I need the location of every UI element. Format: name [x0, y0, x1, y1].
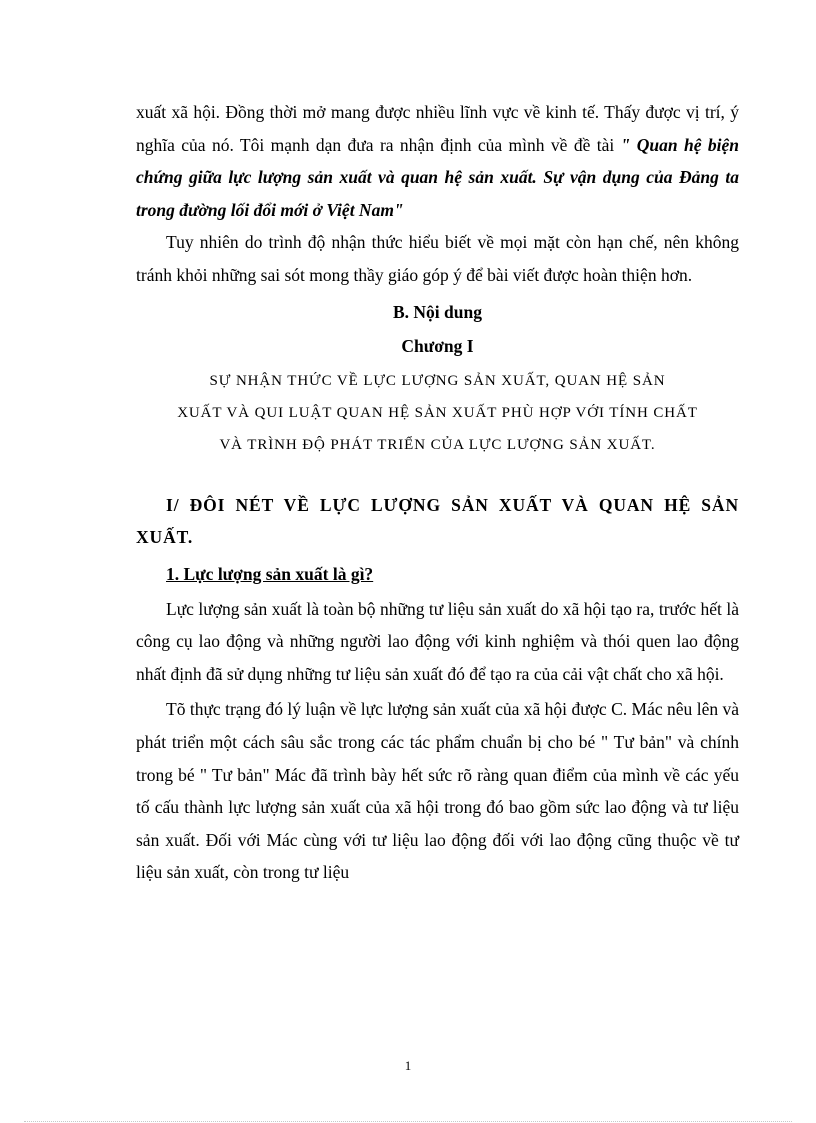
topic-title: " Quan hệ biện chứng giữa lực lượng sản xuất và quan hệ sản xuất. Sự vận dụng của Đảng ta trong đường lối đổi mới ở Việt Nam"	[136, 134, 739, 220]
part-heading: B. Nội dung	[393, 301, 482, 322]
body-paragraph: Tõ thực trạng đó lý luận về lực lượng sản xuất của xã hội được C. Mác nêu lên và phát triển một cách sâu sắc trong các tác phẩm chuẩn bị cho bé " Tư bản" và chính trong bé " Tư bản" Mác đã trình bày hết sức rõ ràng quan điểm của mình về các yếu tố cấu thành lực lượng sản xuất của xã hội trong đó bao gồm sức lao động và tư liệu sản xuất. Đối với Mác cùng với tư liệu lao động đối với lao động cũng thuộc về tư liệu sản xuất, còn trong tư liệu	[136, 699, 739, 883]
document-page	[136, 96, 739, 889]
chapter-subtitle-line: SỰ NHẬN THỨC VỀ LỰC LƯỢNG SẢN XUẤT, QUAN HỆ SẢN	[209, 372, 666, 389]
page-bottom-divider	[24, 1121, 792, 1122]
chapter-heading: Chương I	[401, 336, 474, 357]
chapter-subtitle-line: XUẤT VÀ QUI LUẬT QUAN HỆ SẢN XUẤT PHÙ HỢP VỚI TÍNH CHẤT	[177, 404, 698, 421]
intro-paragraph-1	[136, 96, 739, 226]
chapter-subtitle-line: VÀ TRÌNH ĐỘ PHÁT TRIỂN CỦA LỰC LƯỢNG SẢN XUẤT.	[219, 436, 656, 453]
page-number: 1	[404, 1058, 412, 1073]
body-paragraph: Lực lượng sản xuất là toàn bộ những tư liệu sản xuất do xã hội tạo ra, trước hết là công cụ lao động và những người lao động với kinh nghiệm và thói quen lao động nhất định đã sử dụng những tư liệu sản xuất đó để tạo ra của cải vật chất cho xã hội.	[136, 598, 739, 684]
section-heading: I/ ĐÔI NÉT VỀ LỰC LƯỢNG SẢN XUẤT VÀ QUAN HỆ SẢN XUẤT.	[136, 494, 739, 548]
intro-paragraph-2: Tuy nhiên do trình độ nhận thức hiểu biết về mọi mặt còn hạn chế, nên không tránh khỏi những sai sót mong thầy giáo góp ý để bài viết được hoàn thiện hơn.	[136, 232, 739, 285]
intro-text: xuất xã hội. Đồng thời mở mang được nhiều lĩnh vực về kinh tế. Thấy được vị trí, ý nghĩa của nó. Tôi mạnh dạn đưa ra nhận định của mình về đề tài	[136, 102, 739, 155]
chapter-subtitle	[136, 365, 739, 461]
subsection-heading: 1. Lực lượng sản xuất là gì?	[166, 563, 374, 584]
